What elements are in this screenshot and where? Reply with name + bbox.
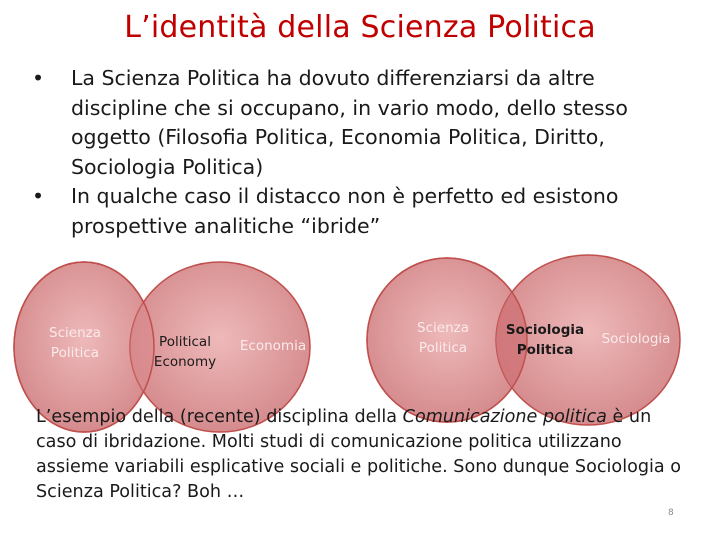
venn-left-label-b: Economia bbox=[239, 338, 307, 354]
footer-text: L’esempio della (recente) disciplina della bbox=[36, 407, 403, 427]
venn-left-label-a: Scienza Politica bbox=[49, 325, 101, 361]
footer-emphasis: Comunicazione politica bbox=[402, 407, 607, 427]
bullet-item: • La Scienza Politica ha dovuto differenziarsi da altre discipline che si occupano, in vario modo, dello stesso oggetto (Filosofia Politica, Economia Politica, Diritto, Sociologia Politica) bbox=[30, 64, 670, 182]
venn-right-label-b: Sociologia bbox=[601, 331, 671, 347]
bullet-item: • In qualche caso il distacco non è perfetto ed esistono prospettive analitiche “ibride” bbox=[30, 182, 670, 241]
footer-text: è un caso di ibridazione. Molti studi di comunicazione politica utilizzano assieme variabili esplicative sociali e politiche. Sono dunque Sociologia o Scienza Politica? Boh … bbox=[36, 407, 682, 502]
page-number: 8 bbox=[668, 508, 674, 518]
venn-left-label-overlap: Political Economy bbox=[153, 334, 217, 370]
venn-right-label-a: Scienza Politica bbox=[417, 320, 469, 356]
footer-paragraph bbox=[36, 405, 696, 505]
venn-right-label-overlap: Sociologia Politica bbox=[505, 322, 585, 358]
slide-title: L’identità della Scienza Politica bbox=[124, 10, 596, 45]
